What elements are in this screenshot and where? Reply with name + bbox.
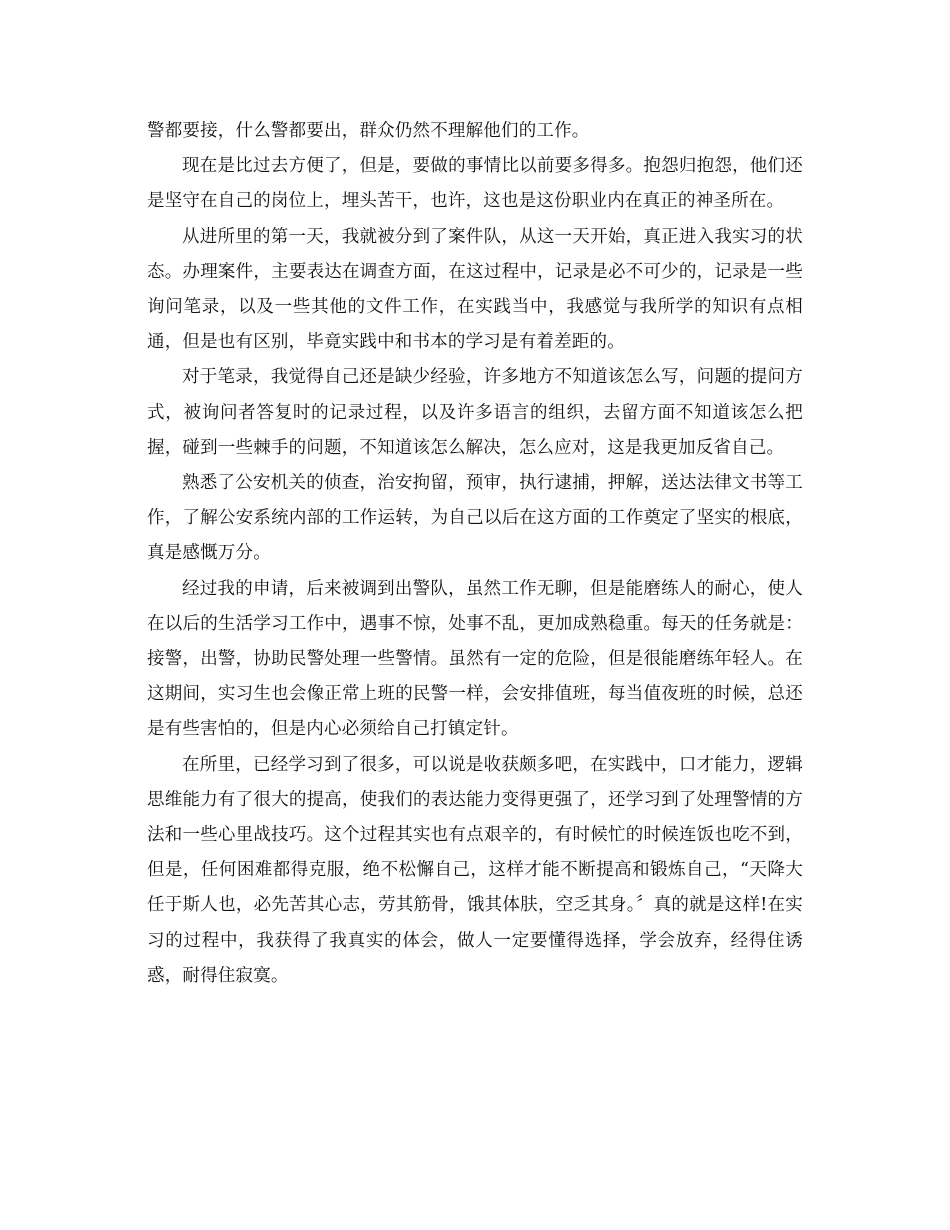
document-body: [147, 114, 803, 994]
paragraph-6: 经过我的申请，后来被调到出警队，虽然工作无聊，但是能磨练人的耐心，使人在以后的生活学习工作中，遇事不惊，处事不乱，更加成熟稳重。每天的任务就是：接警，出警，协助民警处理一些警情。虽然有一定的危险，但是很能磨练年轻人。在这期间，实习生也会像正常上班的民警一样，会安排值班，每当值夜班的时候，总还是有些害怕的，但是内心必须给自己打镇定针。: [147, 578, 803, 740]
paragraph-2: 现在是比过去方便了，但是，要做的事情比以前要多得多。抱怨归抱怨，他们还是坚守在自己的岗位上，埋头苦干，也许，这也是这份职业内在真正的神圣所在。: [147, 156, 803, 212]
paragraph-7: 在所里，已经学习到了很多，可以说是收获颇多吧，在实践中，口才能力，逻辑思维能力有了很大的提高，使我们的表达能力变得更强了，还学习到了处理警情的方法和一些心里战技巧。这个过程其实也有点艰辛的，有时候忙的时候连饭也吃不到，但是，任何困难都得克服，绝不松懈自己，这样才能不断提高和锻炼自己，“天降大任于斯人也，必先苦其心志，劳其筋骨，饿其体肤，空乏其身。〞真的就是这样!在实习的过程中，我获得了我真实的体会，做人一定要懂得选择，学会放弃，经得住诱惑，耐得住寂寞。: [147, 754, 803, 986]
paragraph-5: 熟悉了公安机关的侦查，治安拘留，预审，执行逮捕，押解，送达法律文书等工作，了解公安系统内部的工作运转，为自己以后在这方面的工作奠定了坚实的根底，真是感慨万分。: [147, 473, 803, 564]
paragraph-4: 对于笔录，我觉得自己还是缺少经验，许多地方不知道该怎么写，问题的提问方式，被询问者答复时的记录过程，以及许多语言的组织，去留方面不知道该怎么把握，碰到一些棘手的问题，不知道该怎么解决，怎么应对，这是我更加反省自己。: [147, 367, 803, 458]
paragraph-3: 从进所里的第一天，我就被分到了案件队，从这一天开始，真正进入我实习的状态。办理案件，主要表达在调查方面，在这过程中，记录是必不可少的，记录是一些询问笔录，以及一些其他的文件工作，在实践当中，我感觉与我所学的知识有点相通，但是也有区别，毕竟实践中和书本的学习是有着差距的。: [147, 226, 803, 353]
paragraph-1: 警都要接，什么警都要出，群众仍然不理解他们的工作。: [147, 121, 590, 141]
